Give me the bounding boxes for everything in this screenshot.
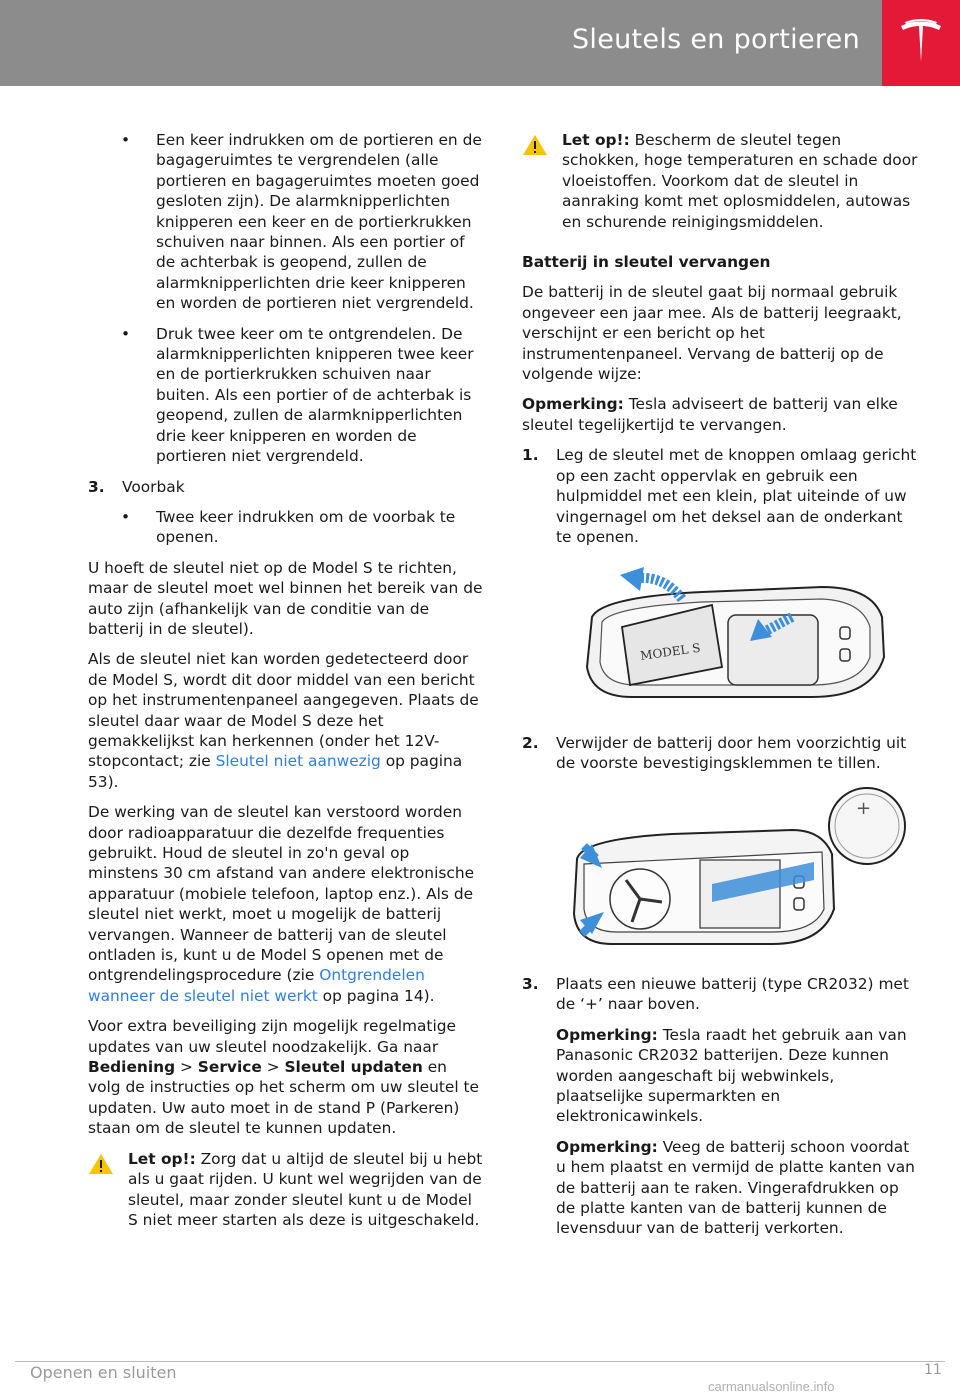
link-ontgrendelen[interactable]: Ontgrendelen wanneer de sleutel niet werkt [88,966,425,1005]
paragraph-text: Als de sleutel niet kan worden gedetecteerd door de Model S, wordt dit door middel van een bericht op het instrumentenpaneel aangegeven. Plaats de sleutel daar waar de Model S deze het gemakkelijkst kan herkennen (onder het 12V-stopcontact; zie [88,650,479,771]
note-text: Veeg de batterij schoon voordat u hem plaatst en vermijd de platte kanten van de batterij aan te raken. Vingerafdrukken op de platte kanten van de batterij kunnen de levensduur van de batterij verkorten. [556,1137,915,1238]
paragraph-text: op pagina 14). [317,986,435,1005]
link-sleutel-niet-aanwezig[interactable]: Sleutel niet aanwezig [215,752,381,771]
paragraph: U hoeft de sleutel niet op de Model S te richten, maar de sleutel moet wel binnen het bereik van de auto zijn (afhankelijk van de conditie van de batterij in de sleutel). [88,558,483,638]
paragraph-text: op pagina 53). [88,752,463,791]
figure-open-cover [522,557,918,712]
item-number: 1. [522,446,539,465]
tesla-logo-icon [899,18,943,66]
list-item [88,324,483,467]
bullet-dot: • [121,507,131,526]
paragraph [88,649,483,792]
note-label: Opmerking: [522,395,624,414]
numbered-item [88,477,483,497]
paragraph: De batterij in de sleutel gaat bij normaal gebruik ongeveer een jaar mee. Als de batterij leegraakt, verschijnt er een bericht op het instrumentenpaneel. Vervang de batterij op de volgende wijze: [522,283,902,384]
paragraph-text: De werking van de sleutel kan verstoord worden door radioapparatuur die dezelfde frequenties gebruikt. Houd de sleutel in zo'n geval op minstens 30 cm afstand van andere elektronische apparatuur (mobiele telefoon, laptop enz.). Als de sleutel niet werkt, moet u mogelijk de batterij vervangen. Wanneer de batterij van de sleutel ontladen is, kunt u de Model S openen met de ontgrendelingsprocedure (zie [88,803,475,985]
key-fob-open-illustration [522,557,918,707]
item-label: Voorbak [122,477,185,496]
section-heading: Batterij in sleutel vervangen [522,253,771,272]
note-text: Tesla adviseert de batterij van elke sleutel tegelijkertijd te vervangen. [522,395,898,434]
menu-service: Service [197,1058,262,1077]
menu-sleutel-updaten: Sleutel updaten [284,1058,423,1077]
list-item [88,507,483,548]
bullet-dot: • [121,324,131,343]
note [522,1025,918,1127]
separator: > [261,1058,285,1077]
model-s-emblem: MODEL S [639,641,702,664]
warning-icon [88,1153,114,1175]
watermark: carmanualsonline.info [708,1379,835,1394]
warning-box [88,1149,483,1231]
tesla-logo-box [882,0,960,86]
numbered-item [522,733,918,774]
numbered-item [522,445,918,547]
bullet-text: Een keer indrukken om de portieren en de bagageruimtes te vergrendelen (alle portieren en bagageruimtes moeten goed gesloten zijn). De alarmknipperlichten knipperen een keer en de portierkrukken schuiven naar binnen. Als een portier of de achterbak is geopend, zullen de alarmknipperlichten drie keer knipperen en worden de portieren niet vergrendeld. [156,131,482,313]
list-item [88,130,483,314]
warning-label: Let op!: [128,1149,196,1168]
footer-divider [15,1361,945,1362]
page-title: Sleutels en portieren [571,24,860,55]
note [522,394,918,435]
warning-text: Zorg dat u altijd de sleutel bij u hebt als u gaat rijden. U kunt wel wegrijden van de sleutel, maar zonder sleutel kunt u de Model S niet meer starten als deze is uitgeschakeld. [128,1149,483,1229]
warning-label: Let op!: [562,131,630,149]
page-number: 11 [924,1362,942,1378]
warning-icon [522,134,548,156]
figure-remove-battery [522,784,918,954]
menu-bediening: Bediening [88,1058,176,1077]
note [522,1137,918,1239]
note-label: Opmerking: [556,1025,658,1044]
note-label: Opmerking: [556,1137,658,1156]
item-number: 3. [88,477,105,496]
step-text: Verwijder de batterij door hem voorzichtig uit de voorste bevestigingsklemmen te tillen. [556,733,907,773]
step-text: Plaats een nieuwe batterij (type CR2032) met de ‘+’ naar boven. [556,974,909,1014]
left-column [88,130,483,1240]
item-number: 3. [522,974,539,993]
warning-text: Bescherm de sleutel tegen schokken, hoge temperaturen en schade door vloeistoffen. Voorkom dat de sleutel in aanraking komt met oplosmiddelen, autowas en schurende reinigingsmiddelen. [562,131,918,231]
paragraph-text: en volg de instructies op het scherm om uw sleutel te updaten. Uw auto moet in de stand P (Parkeren) staan om de sleutel te kunnen updaten. [88,1058,480,1138]
bullet-text: Twee keer indrukken om de voorbak te openen. [156,507,456,547]
paragraph [88,1016,483,1138]
step-text: Leg de sleutel met de knoppen omlaag gericht op een zacht oppervlak en gebruik een hulpmiddel met een klein, plat uiteinde of uw vingernagel om het deksel aan de onderkant te openen. [556,446,917,546]
bullet-text: Druk twee keer om te ontgrendelen. De alarmknipperlichten knipperen twee keer en de portierkrukken schuiven naar buiten. Als een portier of de achterbak is geopend, zullen de alarmknipperlichten drie keer knipperen en worden de portieren niet vergrendeld. [156,324,474,466]
footer-section: Openen en sluiten [30,1363,177,1382]
battery-plus-mark: + [856,797,872,819]
bullet-dot: • [121,131,131,149]
battery-removal-illustration [522,784,918,949]
paragraph [88,802,483,1006]
item-number: 2. [522,733,539,752]
note-text: Tesla raadt het gebruik aan van Panasonic CR2032 batterijen. Deze kunnen worden aangeschaft bij webwinkels, plaatselijke supermarkten en elektronicawinkels. [556,1025,907,1126]
numbered-item [522,974,918,1015]
right-column [522,130,918,1249]
paragraph-text: Voor extra beveiliging zijn mogelijk regelmatige updates van uw sleutel noodzakelijk. Ga naar [88,1017,456,1056]
warning-box [522,130,918,232]
page-header [0,0,960,86]
separator: > [175,1058,198,1077]
